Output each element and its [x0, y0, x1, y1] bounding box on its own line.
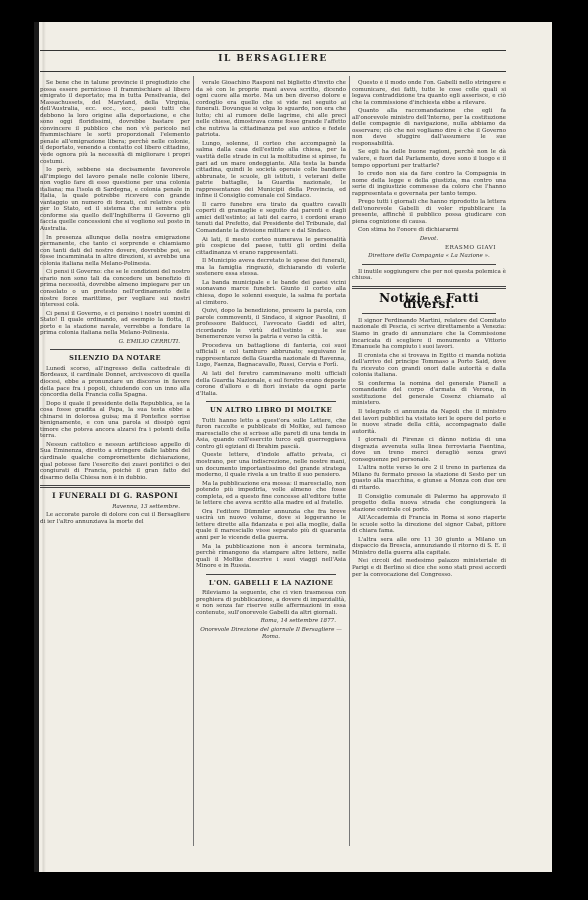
- paragraph: Tutti hanno letto a quest'ora sulle Lettere, che furon raccolte e pubblicate di Moltke, sul famoso maresciallo che si scrisse alle pareti di una tenda in Asia, quando coll'esercito turco egli guerreggiava contro gli egiziani di Ibrahim pascià.: [196, 417, 346, 450]
- news-item: Si conferma la nomina del generale Pianell a comandante del corpo d'armata di Verona, in sostituzione del generale Cosenz chiamato al ministero.: [352, 380, 506, 407]
- section-divider: [40, 485, 190, 488]
- paragraph: Ai lati, il mesto corteo numerava le personalità più cospicue del paese, tutti gli ordini della cittadinanza vi erano rappresentati.: [196, 236, 346, 256]
- section-divider: [362, 264, 496, 265]
- paragraph: Il Municipio aveva decretato le spese dei funerali, ma la famiglia ringraziò, dichiarando di volerle sostenere essa stessa.: [196, 258, 346, 278]
- section-heading: UN ALTRO LIBRO DI MOLTKE: [209, 406, 333, 415]
- column-3: [352, 80, 506, 840]
- news-item: Il telegrafo ci annunzia da Napoli che il ministro dei lavori pubblici ha visitato ieri le opere del porto e le nuove strade della città, accompagnato dalle autorità.: [352, 408, 506, 435]
- paragraph: Con stima ho l'onore di dichiararmi: [358, 227, 459, 234]
- news-item: Nei circoli del medesimo palazzo ministeriale di Parigi e di Berlino si dice che sono stati presi accordi per la convocazione del Congresso.: [352, 558, 506, 578]
- paragraph: Ma la pubblicazione era mossa: il maresciallo, non potendo più impedirla, volle almeno che fosse completa, ed a questo fine concesse all'editore tutte le lettere che aveva scritto alla madre ed al fratello.: [196, 480, 346, 507]
- news-item: I giornali di Firenze ci dànno notizia di una disgrazia avvenuta sulla linea ferroviaria Faentina, dove un treno merci deragliò senza gravi conseguenze pel personale.: [352, 437, 506, 463]
- signature-name: ERASMO GIAVI: [445, 244, 496, 251]
- paragraph: Procedeva un battaglione di fanteria, coi suoi ufficiali e col tamburo abbrunato; seguivano le rappresentanze della Guardia nazionale di Ravenna, Lugo, Faenza, Bagnacavallo, Russi, Cervia e Forlì.: [196, 342, 346, 369]
- section-divider: [50, 349, 180, 350]
- news-item: L'altra notte verso le ore 2 il treno in partenza da Milano fu fermato presso la stazione di Sesto per un guasto alla macchina, e giunse a Monza con due ore di ritardo.: [352, 465, 506, 491]
- paragraph: Lungo, solenne, il corteo che accompagnò la salma dalla casa dell'estinto alla chiesa, per la vastità delle strade in cui la moltitudine si spinse, fu pari ad un mare ondeggiante. Alla testa la banda cittadina, quindi le società operaie colle bandiere abbrunate, le scuole, gli istituti, i veterani delle patrie battaglie, la Guardia nazionale, le rappresentanze dei Municipii della Provincia, ed infine il Consiglio comunale col Sindaco.: [196, 140, 346, 200]
- paragraph: Questo è il modo onde l'on. Gabelli nello stringere e comunicare, dei fatti, tutte le cose colle quali si legava contraddizione tra quanto egli asserisce, e ciò che la commissione d'inchiesta ebbe a rilevare.: [352, 80, 506, 106]
- dateline: Ravenna, 13 settembre.: [112, 503, 180, 510]
- paragraph: Onorevole Direzione del giornale Il Bersagliere — Roma.: [200, 627, 342, 640]
- paragraph: verale Gioachino Rasponi nel biglietto d'invito che da sè con le proprie mani aveva scritto, dicendo ogni cuore alla morte. Ma un ben diverso dolore e cordoglio era quello che si vide nel seguito ai funerali. Dovunque si volga lo sguardo, non era che lutto; chi al rumore delle lagrime, chi alle preci nelle chiese, dimostrava come fosse grande l'affetto che nutriva la cittadinanza pel suo antico e fedele patriota.: [196, 80, 346, 139]
- paragraph: Prego tutti i giornali che hanno riprodotto la lettera dell'onorevole Gabelli di voler ripubblicare la presente, affinchè il pubblico possa giudicare con piena cognizione di causa.: [352, 199, 506, 225]
- signature-label: Devot.: [419, 236, 439, 243]
- paragraph: Nessun cattolico e nessun artificioso appello di Sua Eminenza, diretto a stringere dalle labbra del cardinale qualche compromettente dichiarazione, qual potesse fare l'esercito dei zuavi pontifici o dei congiurati di Francia, poichè il gran fatto del disarmo della Chiesa non è in dubbio.: [40, 441, 190, 481]
- section-divider: [362, 313, 496, 314]
- paragraph: Se bene che in talune provincie il pregiudizio che possa essere pernicioso il frammischiare al libero emigrato il deportato; ma in tutta Pensilvania, del Massachussets, del Maryland, della Virginia, dell'Australia, ecc. ecc., ecc., paesi tutti che debbono la loro origine alla deportazione, e che sono oggi floridissimi, dovrebbe bastare per convincere il pubblico che non v'è pericolo nel frammischiare le sorti proporzionali l'elemento penale all'emigrazione libera; perchè nelle colonie, il deportato, venendo a contatto col libero cittadino, vede ognora più la necessità di migliorare i propri costumi.: [40, 80, 190, 165]
- paragraph: Ora l'editore Dümmler annunzia che fra breve uscirà un nuovo volume, dove si leggeranno le lettere dirette alla fidanzata e poi alla moglie, dalla quale il maresciallo visse separato più di quaranta anni per le vicende della guerra.: [196, 508, 346, 541]
- column-divider: [349, 76, 350, 846]
- paragraph: Le accorate parole di dolore con cui il Bersagliere di ier l'altro annunziava la morte del: [40, 512, 190, 525]
- section-heading: I FUNERALI DI G. RASPONI: [52, 491, 178, 501]
- paragraph: Queste lettere, d'indole affatto privata, ci mostrano, per una indiscrezione, nelle nostre mani, un documento importantissimo del grande stratega moderno, il quale rivela a un tratto il suo pensiero.: [196, 452, 346, 479]
- news-item: Il signor Ferdinando Martini, relatore del Comitato nazionale di Pescia, ci scrive direttamente a Venezia: Siamo in grado di annunziare che la Commissione incaricata di scegliere il monumento a Vittorio Emanuele ha compiuto i suoi lavori.: [352, 317, 506, 351]
- section-heading: SILENZIO DA NOTARE: [69, 354, 161, 363]
- paragraph: Se egli ha delle buone ragioni, perchè non le dà valere, e fuori dal Parlamento, dove sono il luogo e il tempo opportuni per trattarle?: [352, 149, 506, 169]
- signature-role: Direttore della Compagnia « La Nazione ».: [368, 253, 490, 260]
- paragraph: Quanto alla raccomandazione che egli fa all'onorevole ministro dell'Interno, per la costituzione delle compagnie di navigazione, nulla abbiamo da osservare; ciò che noi vogliamo dire è che il Governo non deve sfuggire dall'assumere le sue responsabilità.: [352, 108, 506, 147]
- dateline: Roma, 14 settembre 1877.: [260, 618, 336, 625]
- paragraph: La banda municipale e le bande dei paesi vicini suonavano marce funebri. Giunto il corteo alla chiesa, dopo le solenni esequie, la salma fu portata al cimitero.: [196, 279, 346, 306]
- paragraph: Ma la pubblicazione non è ancora terminata, perchè rimangono da stampare altre lettere, nelle quali il Moltke descrive i suoi viaggi nell'Asia Minore e in Russia.: [196, 543, 346, 570]
- news-item: All'Accademia di Francia in Roma si sono riaperte le scuole sotto la direzione del signor Cabat, pittore di chiara fama.: [352, 515, 506, 535]
- author-signature: G. EMILIO CERRUTI.: [118, 338, 180, 345]
- paragraph: Lunedì scorso, all'ingresso della cattedrale di Bordeaux, il cardinale Donnet, arcivescovo di quella diocesi, ebbe a pronunziare un discorso in favore della pace fra i popoli, chiudendo con un inno alla concordia della Francia colla Spagna.: [40, 365, 190, 399]
- news-item: Il cronista che si trovava in Egitto ci manda notizia dell'arrivo del principe Tommaso a Porto Said, dove fu ricevuto con grandi onori dalle autorità e dalla colonia italiana.: [352, 352, 506, 379]
- news-item: L'altra sera alle ore 11 30 giunto a Milano un dispaccio da Brescia, annunziando il ritorno di S. E. il Ministro della guerra alla capitale.: [352, 536, 506, 556]
- paragraph: Quivi, dopo la benedizione, presero la parola, con parole commoventi, il Sindaco, il signor Pasolini, il professore Balducci, l'avvocato Gaddi ed altri, ricordando le virtù dell'estinto e le sue benemerenze verso la patria e verso la città.: [196, 308, 346, 341]
- news-heading: Notizie e Fatti diversi.: [379, 290, 479, 312]
- newspaper-title: IL BERSAGLIERE: [218, 54, 328, 64]
- news-item: Il Consiglio comunale di Palermo ha approvato il progetto della nuova strada che congiungerà la stazione centrale col porto.: [352, 493, 506, 513]
- section-divider: [206, 401, 336, 402]
- paragraph: Ai lati del feretro camminavano molti ufficiali della Guardia Nazionale, e sul feretro erano deposte corone d'alloro e di fiori inviate da ogni parte d'Italia.: [196, 370, 346, 397]
- masthead-rule-bottom: [40, 71, 506, 72]
- column-divider: [193, 76, 194, 846]
- paragraph: In presenza allunque della nostra emigrazione permanente, che tanto ci sorprende e chiamiamo con tanti dati del nostro dovere, dovrebbe poi, se fosse incamminata in altre direzioni, si avrebbe una colonia italiana nella Melano-Polinesia.: [40, 234, 190, 267]
- masthead-rule-top: [40, 50, 506, 51]
- paragraph: Io però, sebbene sia decisamente favorevole all'impiego del lavoro penale nelle colonie libere, non voglio fare di esso questione per una colonia italiana; ma l'isola di Sardegna, e colonia penale in Italia, la quale potrebbe ricevere con grande vantaggio un numero di forzati, col relativo costo per lo Stato, ed il sistema che mi sembra più conforme sia quello dell'Inghilterra il Governo gli faccia quelle concessioni che si vogliono sul posto in Australia.: [40, 167, 190, 233]
- paragraph: Dopo il quale il presidente della Repubblica, se la cosa fosse gradita al Papa, la sua testa ebbe a chinarsi in dolorosa guisa; ma il Pontefice sorrise benignamente, e con una parola si dissipò ogni timore che poteva ancora alzarsi fra i potenti della terra.: [40, 400, 190, 440]
- masthead: [40, 54, 506, 72]
- editor-note: Il inutile soggiungere che per noi questa polemica è chiusa.: [352, 268, 506, 282]
- section-heading: L'ON. GABELLI E LA NAZIONE: [208, 578, 334, 587]
- paragraph: Ci pensi il Governo: che se le condizioni del nostro erario non sono tali da concedere un benefizio di prima necessità, dovrebbe almeno impiegare per un consolato o un pretesto nell'ordinamento delle nostre forze marittime, per vegliare sui nostri interessi colà.: [40, 269, 190, 309]
- paragraph: Rileviamo la seguente, che ci vien trasmessa con preghiera di pubblicazione, a dovere di imparzialità, e non senza far riserve sulle affermazioni in essa contenute, sull'onorevole Gabelli da altri giornali.: [196, 590, 346, 616]
- paragraph: Io credo non sia da fare contro la Compagnia in nome della legge e della giustizia, ma contro una serie di ingiustizie commesse da coloro che l'hanno rappresentata e governata per tanto tempo.: [352, 171, 506, 197]
- column-1: [40, 80, 190, 840]
- section-divider: [352, 286, 506, 289]
- column-2: [196, 80, 346, 840]
- scan-border-bottom: [0, 872, 588, 900]
- paragraph: Il carro funebre era tirato da quattro cavalli coperti di gramaglie e seguito dai parenti e dagli amici dell'estinto; ai lati del carro, i cordoni erano tenuti dal Prefetto, dal Presidente del Tribunale, dal Comandante la divisione militare e dal Sindaco.: [196, 201, 346, 235]
- paragraph: Ci pensi il Governo, e ci pensino i nostri uomini di Stato! Il quale ordinando, ad esempio la flotta, il porto e la stazione navale, verrebbe a fondare la prima colonia italiana nella Melano-Polinesia.: [40, 310, 190, 337]
- section-divider: [206, 574, 336, 575]
